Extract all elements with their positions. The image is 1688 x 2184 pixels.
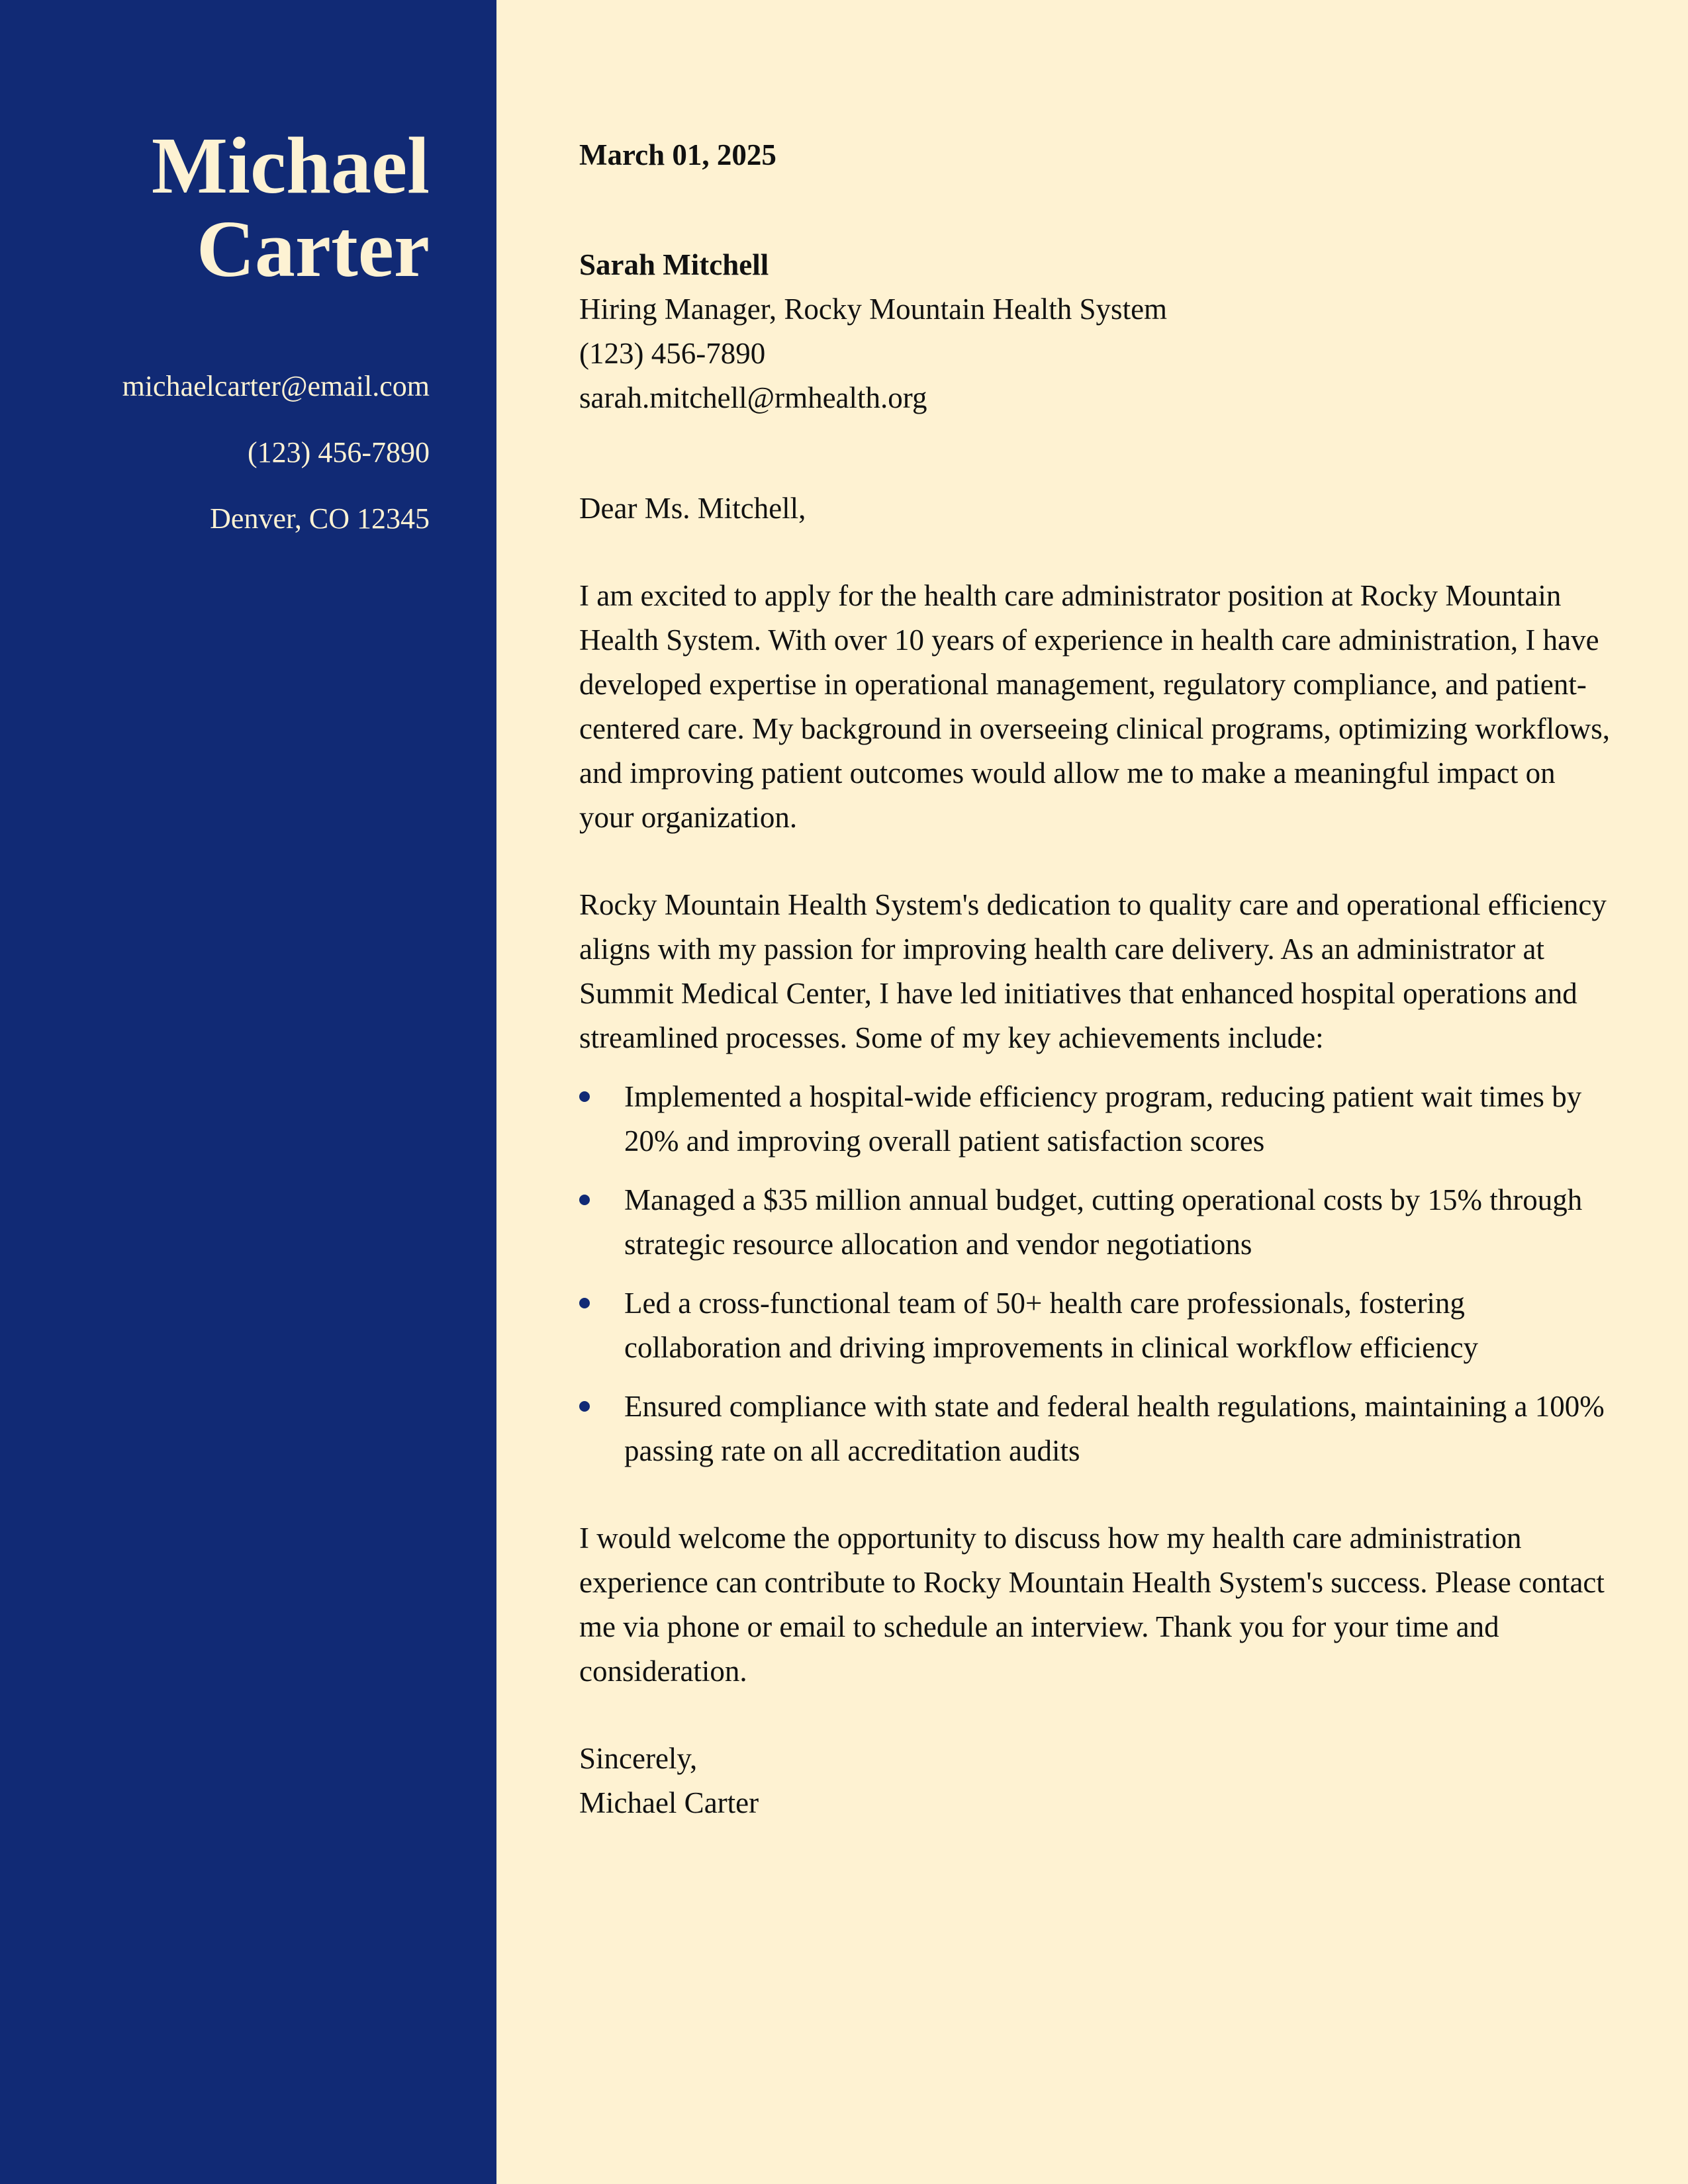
- bullet-icon: [579, 1195, 590, 1205]
- signoff-block: [579, 1737, 1612, 1825]
- sender-last-name: Carter: [196, 205, 430, 294]
- achievement-item: [579, 1075, 1612, 1163]
- salutation: Dear Ms. Mitchell,: [579, 492, 806, 525]
- paragraph-closing: I would welcome the opportunity to discuss how my health care administration experience can contribute to Rocky Mountain Health System's success. Please contact me via phone or email to schedule an interview. Thank you for your time and consideration.: [579, 1522, 1605, 1688]
- sidebar: [0, 0, 496, 2184]
- achievement-text: Managed a $35 million annual budget, cutting operational costs by 15% through strategic resource allocation and vendor negotiations: [624, 1183, 1583, 1261]
- paragraph-intro: I am excited to apply for the health care administrator position at Rocky Mountain Health System. With over 10 years of experience in health care administration, I have developed expertise in operational management, regulatory compliance, and patient-centered care. My background in overseeing clinical programs, optimizing workflows, and improving patient outcomes would allow me to make a meaningful impact on your organization.: [579, 579, 1611, 834]
- achievement-text: Implemented a hospital-wide efficiency program, reducing patient wait times by 20% and improving overall patient satisfaction scores: [624, 1080, 1582, 1158]
- recipient-title: Hiring Manager, Rocky Mountain Health System: [579, 293, 1168, 326]
- bullet-icon: [579, 1401, 590, 1412]
- achievements-list: [579, 1075, 1612, 1473]
- bullet-icon: [579, 1298, 590, 1308]
- recipient-email[interactable]: sarah.mitchell@rmhealth.org: [579, 381, 927, 414]
- sender-phone: (123) 456-7890: [248, 436, 430, 469]
- achievement-item: [579, 1385, 1612, 1473]
- signature: Michael Carter: [579, 1786, 759, 1819]
- sender-email[interactable]: michaelcarter@email.com: [122, 370, 430, 402]
- achievement-item: [579, 1178, 1612, 1267]
- letter-content: [579, 133, 1612, 1825]
- recipient-phone: (123) 456-7890: [579, 337, 766, 370]
- letter-body: [496, 0, 1688, 2184]
- achievement-text: Ensured compliance with state and federal health regulations, maintaining a 100% passing rate on all accreditation audits: [624, 1390, 1605, 1467]
- sender-name: [19, 121, 430, 294]
- recipient-name: Sarah Mitchell: [579, 248, 769, 281]
- sender-location: Denver, CO 12345: [210, 502, 430, 535]
- paragraph-achievements-intro: Rocky Mountain Health System's dedication to quality care and operational efficiency aligns with my passion for improving health care delivery. As an administrator at Summit Medical Center, I have led initiatives that enhanced hospital operations and streamlined processes. Some of my key achievements include:: [579, 888, 1607, 1054]
- closing-phrase: Sincerely,: [579, 1742, 698, 1775]
- achievement-item: [579, 1281, 1612, 1370]
- achievement-text: Led a cross-functional team of 50+ health care professionals, fostering collaboration and driving improvements in clinical workflow efficiency: [624, 1287, 1479, 1364]
- sender-first-name: Michael: [151, 121, 430, 210]
- bullet-icon: [579, 1091, 590, 1102]
- letter-date: March 01, 2025: [579, 138, 776, 171]
- recipient-block: [579, 243, 1612, 420]
